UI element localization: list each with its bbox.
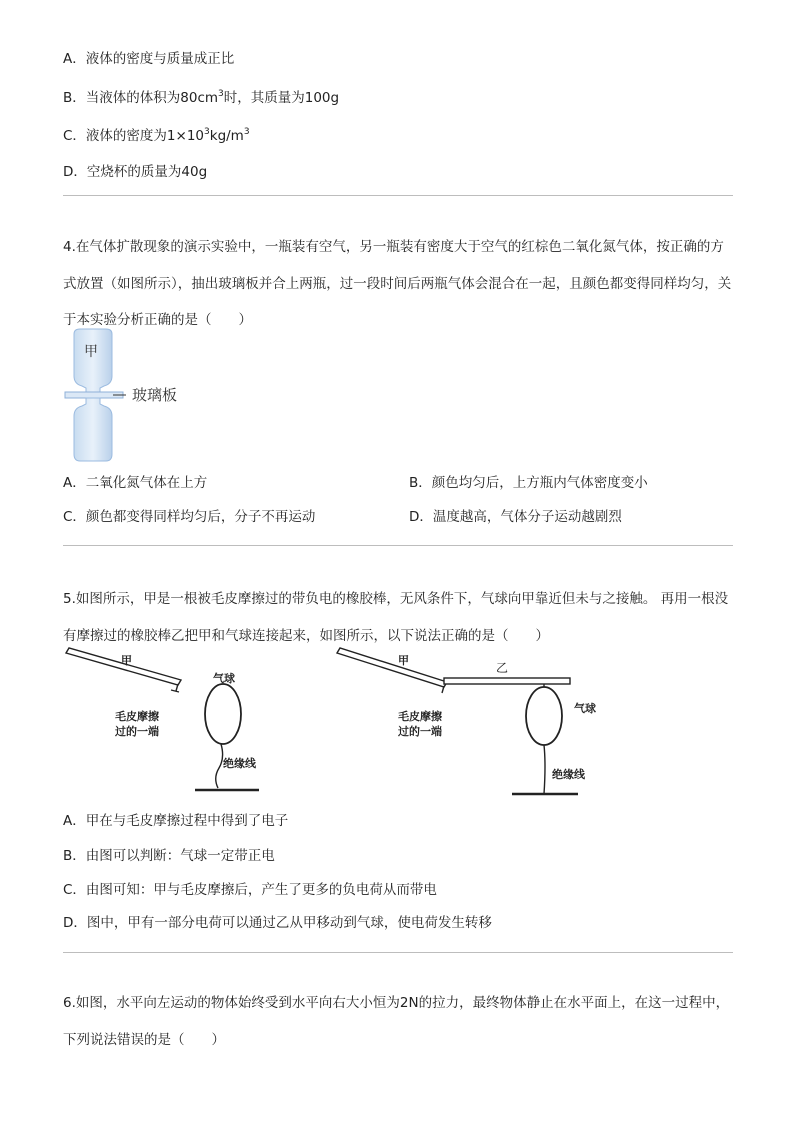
q4-option-a: A．二氧化氮气体在上方 bbox=[63, 475, 208, 491]
thread-label: 绝缘线 bbox=[223, 757, 256, 770]
thread-label: 绝缘线 bbox=[552, 768, 585, 781]
rubbed-end-label: 毛皮摩擦 bbox=[115, 710, 159, 723]
bottom-bottle bbox=[74, 398, 112, 461]
bottle-label: 甲 bbox=[84, 344, 98, 360]
rod-balloon-figure-left bbox=[63, 646, 283, 796]
q3-option-d: D．空烧杯的质量为40g bbox=[63, 164, 208, 180]
q5-option-b: B．由图可以判断：气球一定带正电 bbox=[63, 848, 275, 864]
q5-option-a: A．甲在与毛皮摩擦过程中得到了电子 bbox=[63, 813, 289, 829]
q3-option-c-sup2: 3 bbox=[243, 127, 250, 137]
q5-option-d: D．图中，甲有一部分电荷可以通过乙从甲移动到气球，使电荷发生转移 bbox=[63, 915, 492, 931]
q4-option-c: C．颜色都变得同样均匀后，分子不再运动 bbox=[63, 509, 316, 525]
q4-option-d: D．温度越高，气体分子运动越剧烈 bbox=[409, 509, 622, 525]
rubbed-end-label: 过的一端 bbox=[398, 725, 442, 738]
q3-option-b bbox=[63, 86, 339, 106]
rod2-label: 乙 bbox=[496, 661, 509, 675]
rod-label: 甲 bbox=[398, 654, 409, 667]
q3-option-c-text: C．液体的密度为1×10 bbox=[63, 128, 205, 144]
divider bbox=[63, 952, 733, 953]
rubbed-end-label: 毛皮摩擦 bbox=[398, 710, 442, 723]
q5-stem: 5.如图所示，甲是一根被毛皮摩擦过的带负电的橡胶棒，无风条件下，气球向甲靠近但未与之接触。 再用一根没有摩擦过的橡胶棒乙把甲和气球连接起来，如图所示，以下说法正确的是（ ） bbox=[63, 591, 729, 644]
q6-stem: 6.如图，水平向左运动的物体始终受到水平向右大小恒为2N的拉力，最终物体静止在水平面上，在这一过程中，下列说法错误的是（ ） bbox=[63, 995, 730, 1048]
rod-label: 甲 bbox=[121, 654, 132, 667]
divider bbox=[63, 195, 733, 196]
q3-option-b-sup: 3 bbox=[218, 89, 224, 99]
rubbed-end-label: 过的一端 bbox=[115, 725, 159, 738]
balloon bbox=[526, 687, 562, 745]
divider bbox=[63, 545, 733, 546]
balloon bbox=[205, 684, 241, 744]
rod-jia bbox=[337, 648, 447, 687]
insulating-thread bbox=[216, 744, 223, 788]
balloon-label: 气球 bbox=[213, 672, 235, 685]
rod-yi bbox=[444, 678, 570, 684]
balloon-label: 气球 bbox=[574, 702, 596, 715]
plate-label: 玻璃板 bbox=[132, 386, 178, 404]
q3-option-c-unit: kg/m bbox=[209, 128, 244, 144]
q4-option-b: B．颜色均匀后，上方瓶内气体密度变小 bbox=[409, 475, 648, 491]
q3-option-c-sup1: 3 bbox=[204, 127, 210, 137]
q3-option-b-text: B．当液体的体积为80cm bbox=[63, 90, 219, 106]
gas-diffusion-figure bbox=[60, 328, 200, 464]
top-bottle bbox=[74, 329, 112, 394]
rod-balloon-figure-right bbox=[334, 646, 596, 798]
q3-option-a: A．液体的密度与质量成正比 bbox=[63, 51, 235, 67]
insulating-thread bbox=[544, 745, 545, 794]
q3-option-b-text2: 时，其质量为100g bbox=[223, 90, 340, 106]
q4-stem: 4.在气体扩散现象的演示实验中，一瓶装有空气，另一瓶装有密度大于空气的红棕色二氧化氮气体，按正确的方式放置（如图所示），抽出玻璃板并合上两瓶，过一段时间后两瓶气体会混合在一起，且颜色都变得同样均匀，关于本实验分析正确的是（ ） bbox=[63, 239, 732, 328]
q5-option-c: C．由图可知：甲与毛皮摩擦后，产生了更多的负电荷从而带电 bbox=[63, 882, 437, 898]
q3-option-c bbox=[63, 124, 250, 144]
